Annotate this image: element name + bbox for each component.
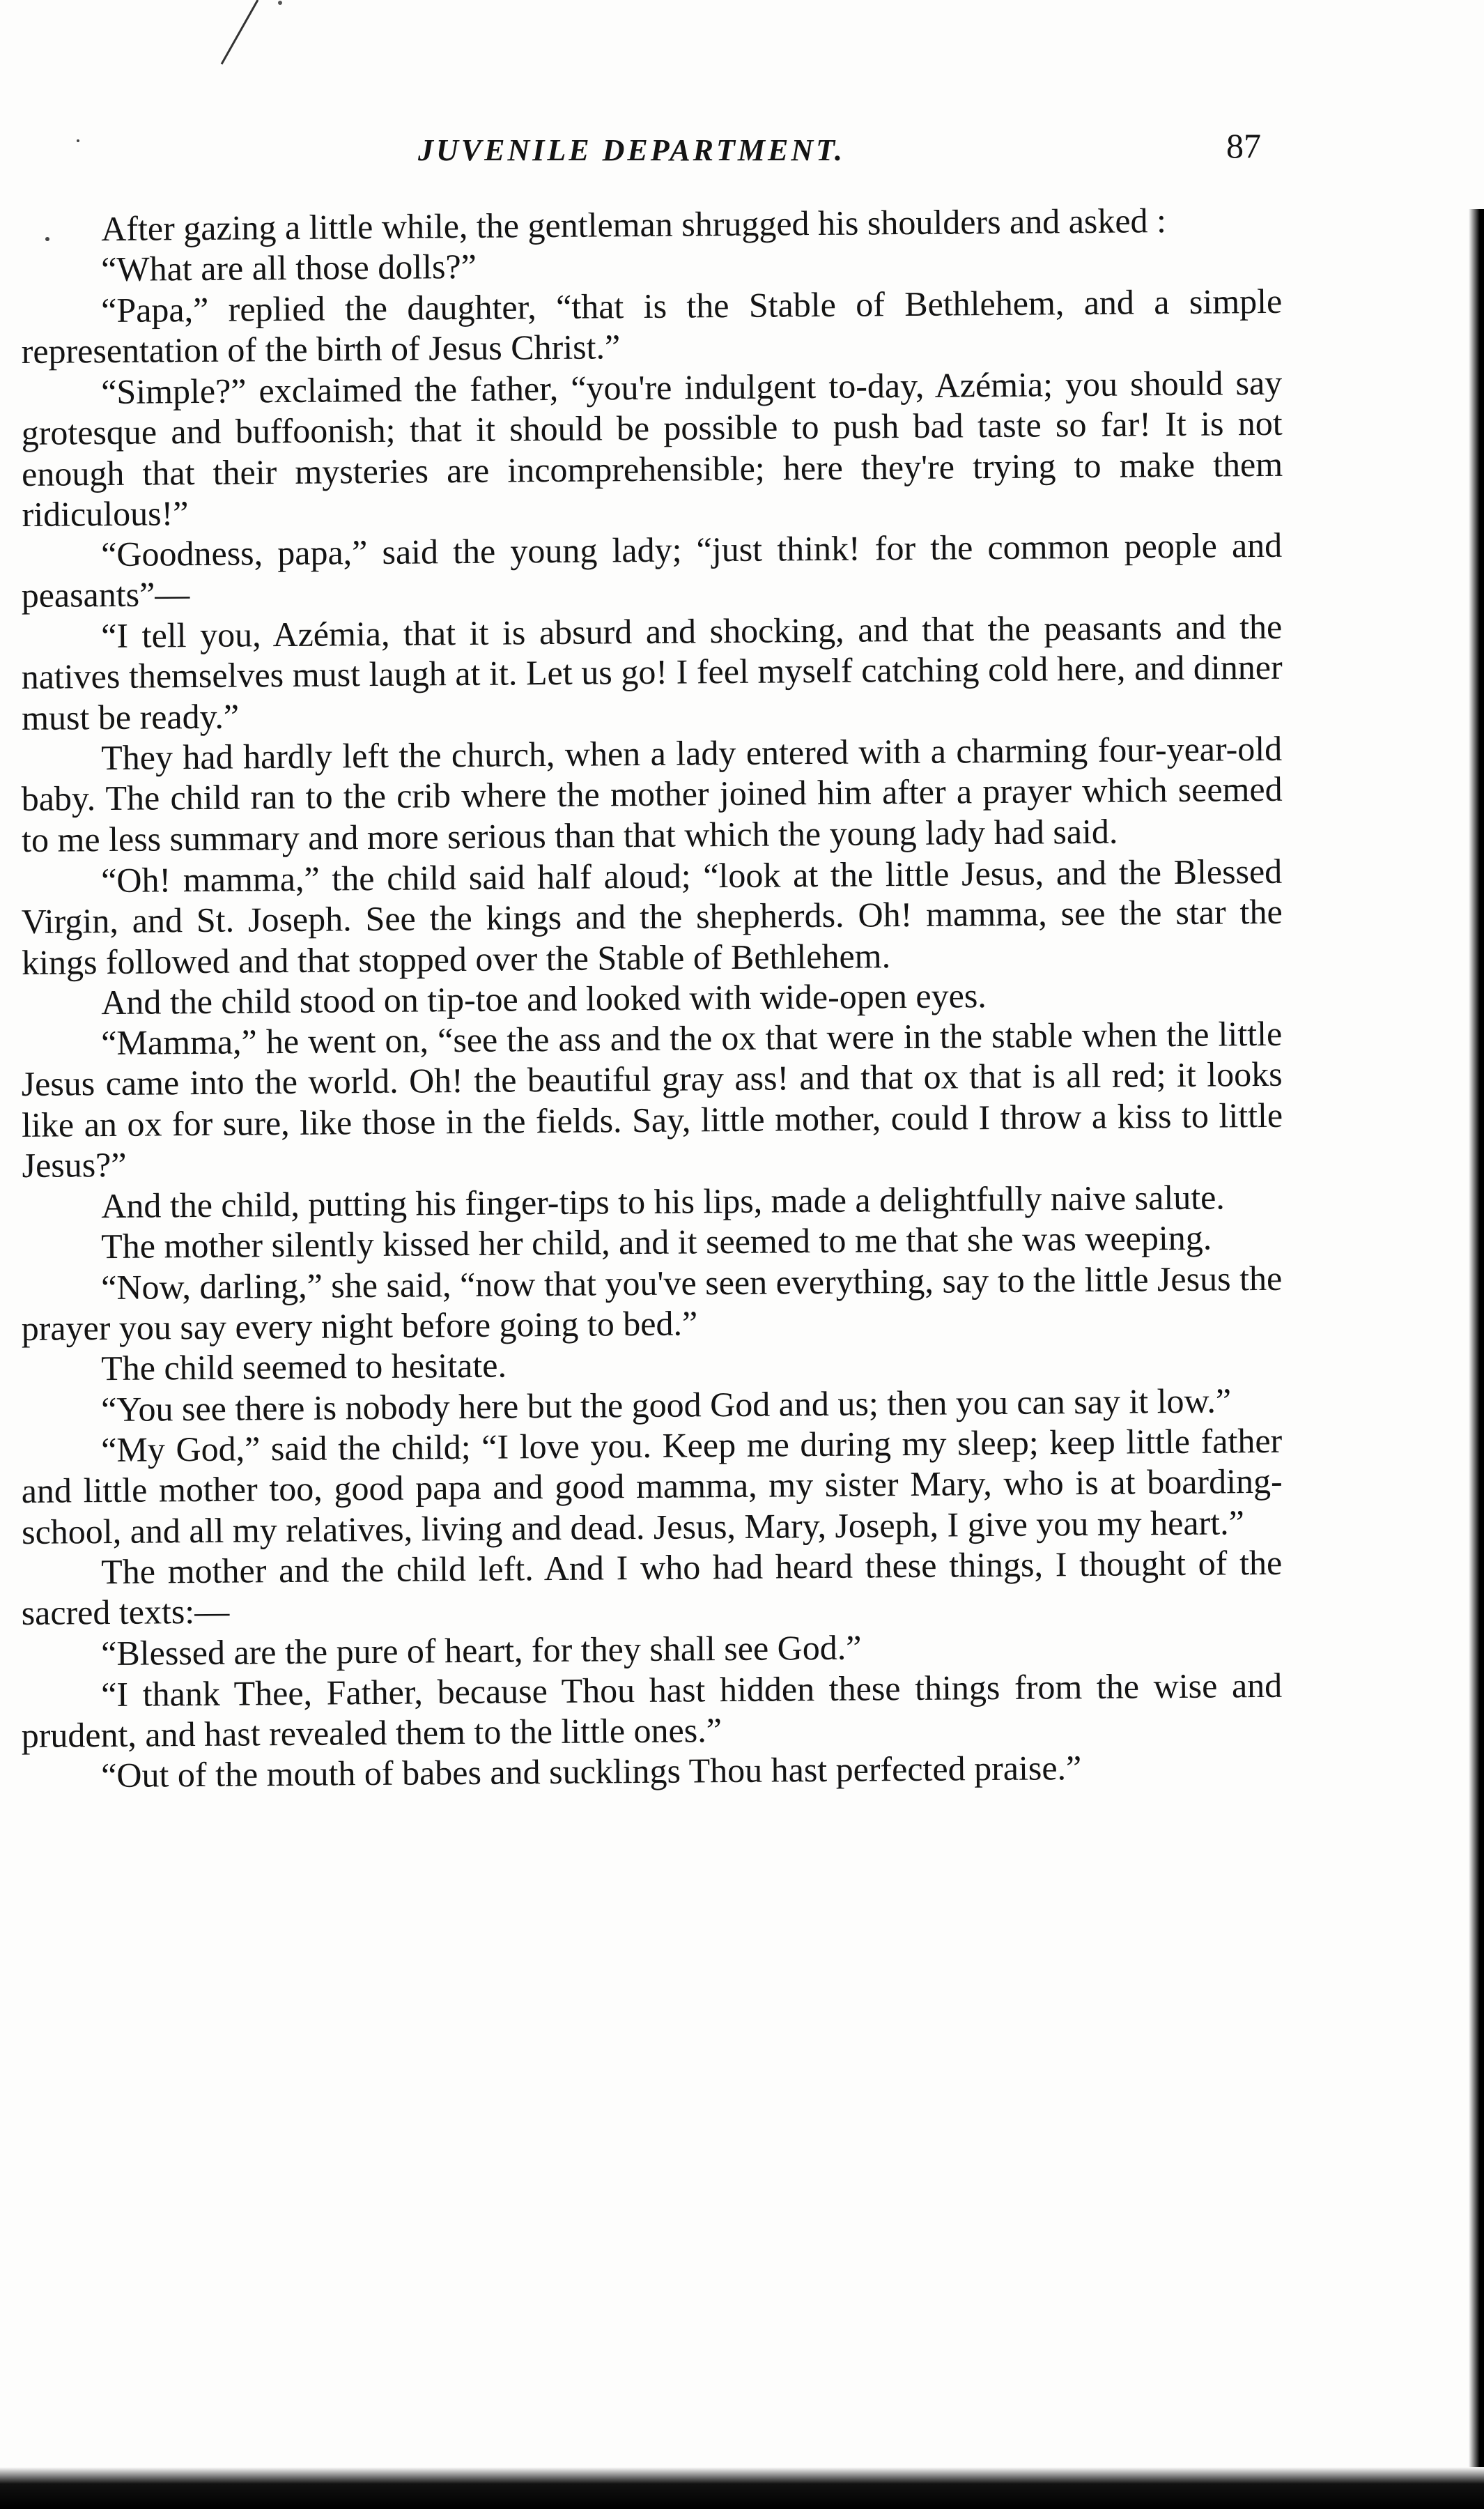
paragraph: “I tell you, Azémia, that it is absurd and shocking, and that the peasants and the natives themselves must laugh at it. Let us go! I feel myself catching cold here, and dinner must be ready.” <box>21 606 1283 737</box>
paragraph: “Oh! mamma,” the child said half aloud; “look at the little Jesus, and the Blessed Virgin, and St. Joseph. See the kings and the shepherds. Oh! mamma, see the star the kings followed and that stopped over the Stable of Bethlehem. <box>21 851 1283 982</box>
paragraph: The child seemed to hesitate. <box>101 1345 507 1388</box>
pencil-mark <box>209 0 293 70</box>
paragraph: The mother and the child left. And I who had heard these things, I thought of the sacred texts:— <box>21 1543 1283 1633</box>
page-number: 87 <box>1226 126 1261 165</box>
scan-edge-shadow-right <box>1469 209 1484 2497</box>
paragraph: And the child stood on tip-toe and looked with wide-open eyes. <box>101 975 987 1022</box>
paragraph: The mother silently kissed her child, and it seemed to me that she was weeping. <box>101 1218 1212 1266</box>
paragraph: “Blessed are the pure of heart, for they shall see God.” <box>101 1627 862 1673</box>
paragraph: “Out of the mouth of babes and sucklings Thou hast perfected praise.” <box>101 1748 1082 1795</box>
paragraph: “Papa,” replied the daughter, “that is the Stable of Bethlehem, and a simple representation of the birth of Jesus Christ.” <box>21 281 1283 371</box>
paragraph: “You see there is nobody here but the good God and us; then you can say it low.” <box>101 1381 1232 1429</box>
stray-dot <box>77 139 79 142</box>
running-title: JUVENILE DEPARTMENT. <box>418 133 845 167</box>
paragraph: After gazing a little while, the gentleman shrugged his shoulders and asked : <box>101 201 1167 249</box>
paragraph: “My God,” said the child; “I love you. Keep me during my sleep; keep little father and little mother too, good papa and good mamma, my sister Mary, who is at boarding-school, and all my relatives, living and dead. Jesus, Mary, Joseph, I give you my heart.” <box>21 1420 1283 1551</box>
page-header <box>0 125 1484 181</box>
paragraph: “Goodness, papa,” said the young lady; “just think! for the common people and peasants”— <box>21 525 1283 615</box>
paragraph: “What are all those dolls?” <box>101 247 477 289</box>
paragraph: And the child, putting his finger-tips to his lips, made a delightfully naive salute. <box>101 1177 1226 1225</box>
paragraph: “Simple?” exclaimed the father, “you're indulgent to-day, Azémia; you should say grotesque and buffoonish; that it should be possible to push bad taste so far! It is not enough that their mysteries are incomprehensible; here they're trying to make them ridiculous!” <box>21 362 1283 534</box>
paragraph: “I thank Thee, Father, because Thou hast hidden these things from the wise and prudent, and hast revealed them to the little ones.” <box>21 1665 1283 1756</box>
paragraph: “Mamma,” he went on, “see the ass and the ox that were in the stable when the little Jesus came into the world. Oh! the beautiful gray ass! and that ox that is all red; it looks like an ox for sure, like those in the fields. Say, little mother, could I throw a kiss to little Jesus?” <box>21 1013 1283 1186</box>
scan-edge-shadow-bottom <box>0 2467 1484 2509</box>
body-text <box>21 201 1283 1797</box>
paragraph: They had hardly left the church, when a lady entered with a charming four-year-old baby. The child ran to the crib where the mother joined him after a prayer which seemed to me less summary and more serious than that which the young lady had said. <box>21 729 1283 860</box>
paragraph: “Now, darling,” she said, “now that you've seen everything, say to the little Jesus the prayer you say every night before going to bed.” <box>21 1258 1283 1348</box>
